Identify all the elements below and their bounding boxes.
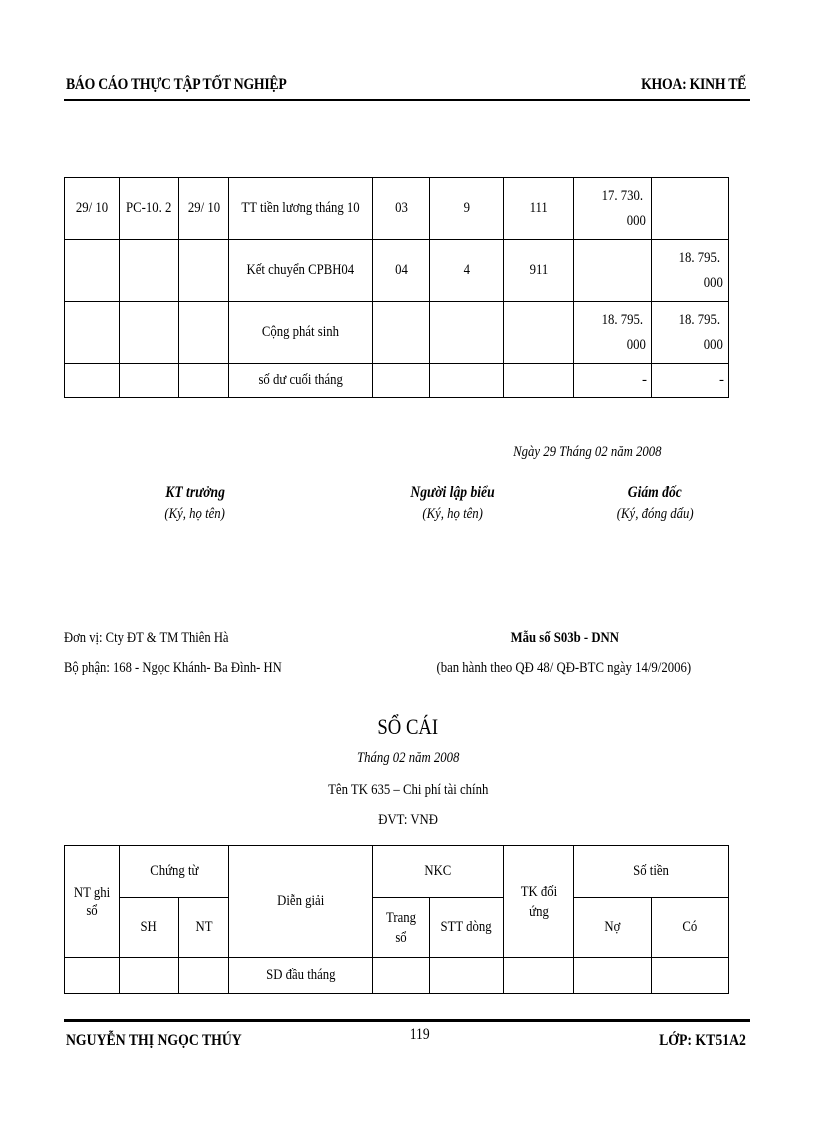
co-cell: 18. 795. 000 [652,240,729,302]
nt-cell [179,302,229,364]
date-cell [65,958,120,994]
trang-cell [373,302,430,364]
signature-col-chief-accountant [130,484,260,523]
account-name: Tên TK 635 – Chi phí tài chính [327,782,489,798]
trang-cell: 04 [373,240,430,302]
ledger-title: SỔ CÁI [377,714,439,739]
no-cell: 17. 730. 000 [574,178,652,240]
desc-cell: số dư cuối tháng [229,364,373,398]
stt-cell [430,364,504,398]
no-cell [574,240,652,302]
student-name: NGUYỄN THỊ NGỌC THÚY [66,1032,242,1049]
nt-cell [179,364,229,398]
faculty-label: KHOA: KINH TẾ [641,76,746,93]
trang-cell: 03 [373,178,430,240]
desc-cell: Cộng phát sinh [229,302,373,364]
header-dien-giai: Diễn giải [229,846,373,958]
sh-cell [120,302,179,364]
stt-cell: 4 [430,240,504,302]
tk-cell [504,958,574,994]
tk-cell: 911 [504,240,574,302]
sh-cell [120,958,179,994]
sh-cell [120,364,179,398]
sh-cell [120,240,179,302]
co-cell [652,178,729,240]
header-co: Có [652,898,729,958]
date-cell: 29/ 10 [65,178,120,240]
tk-cell: 111 [504,178,574,240]
general-ledger-table [64,845,729,994]
tk-cell [504,364,574,398]
ledger-continuation-table [64,177,729,398]
nt-cell: 29/ 10 [179,178,229,240]
date-cell [65,302,120,364]
signature-note: (Ký, đóng dấu) [616,506,694,522]
date-cell [65,240,120,302]
header-trang-so: Trang sổ [373,898,430,958]
table-row [65,240,729,302]
signature-title: KT trưởng [165,484,225,501]
signature-note: (Ký, họ tên) [422,506,483,522]
signature-col-preparer [385,484,520,523]
no-cell: 18. 795. 000 [574,302,652,364]
header-row [65,846,729,898]
header-no: Nợ [574,898,652,958]
table-row [65,958,729,994]
desc-cell: TT tiền lương tháng 10 [229,178,373,240]
signature-title: Người lập biểu [410,484,495,501]
header-stt-dong: STT dòng [430,898,504,958]
nt-cell [179,958,229,994]
co-cell: 18. 795. 000 [652,302,729,364]
header-row [65,898,729,958]
signature-title: Giám đốc [627,484,682,501]
sh-cell: PC-10. 2 [120,178,179,240]
no-cell [574,958,652,994]
date-cell [65,364,120,398]
tk-cell [504,302,574,364]
co-cell: - [652,364,729,398]
no-cell: - [574,364,652,398]
desc-cell: Kết chuyển CPBH04 [229,240,373,302]
table-row [65,364,729,398]
signature-note: (Ký, họ tên) [164,506,226,522]
signature-col-director [590,484,720,523]
header-rule [64,99,750,101]
class-label: LỚP: KT51A2 [659,1032,746,1049]
nt-cell [179,240,229,302]
unit-name: Đơn vị: Cty ĐT & TM Thiên Hà [64,630,229,646]
stt-cell: 9 [430,178,504,240]
header-tk-doi-ung: TK đối ứng [504,846,574,958]
desc-cell: SD đầu tháng [229,958,373,994]
table-row [65,302,729,364]
ledger-month: Tháng 02 năm 2008 [356,750,460,766]
currency-unit: ĐVT: VNĐ [378,812,438,828]
form-number: Mẫu số S03b - DNN [510,630,620,646]
header-chung-tu: Chứng từ [120,846,229,898]
co-cell [652,958,729,994]
header-sh: SH [120,898,179,958]
signature-date: Ngày 29 Tháng 02 năm 2008 [513,444,662,460]
trang-cell [373,958,430,994]
department: Bộ phận: 168 - Ngọc Khánh- Ba Đình- HN [64,660,282,676]
stt-cell [430,958,504,994]
header-nt-ghi-so: NT ghi sổ [65,846,120,958]
regulation-note: (ban hành theo QĐ 48/ QĐ-BTC ngày 14/9/2006) [436,660,692,676]
header-nt: NT [179,898,229,958]
trang-cell [373,364,430,398]
header-so-tien: Số tiền [574,846,729,898]
table-row [65,178,729,240]
footer-rule [64,1019,750,1022]
page-number: 119 [410,1026,430,1043]
report-title: BÁO CÁO THỰC TẬP TỐT NGHIỆP [66,76,287,93]
header-nkc: NKC [373,846,504,898]
stt-cell [430,302,504,364]
